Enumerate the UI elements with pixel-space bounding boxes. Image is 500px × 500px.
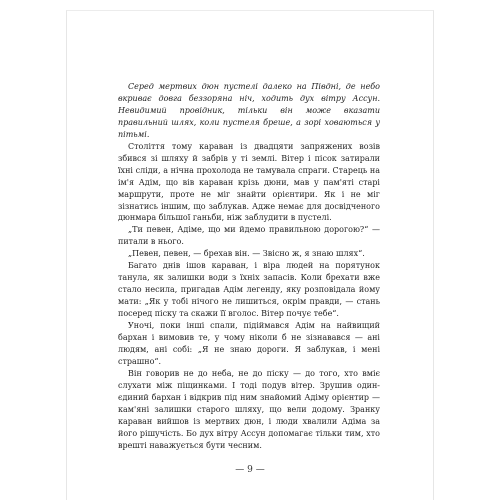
body-text [118,81,380,452]
paragraph-night: Уночі, поки інші спали, підіймався Адім на найвищий бархан і вимовив те, у чому ніколи б не зізнавався — ані людям, ані собі: „Я не знаю дороги. Я заблукав, і мені страшно“. [118,321,380,366]
paragraph-answer: „Певен, певен, — брехав він. — Звісно ж, я знаю шлях“. [128,249,365,259]
paragraph-wind: Він говорив не до неба, не до піску — до того, хто вміє слухати між піщинками. І тоді подув вітер. Зрушив один-єдиний бархан і відкрив під ним знайомий Адіму орієнтир — кам'яні залишки старого шляху, що вели додому. Зранку караван вийшов із мертвих дюн, і люди хвалили Адіма за його рішучість. Бо дух вітру Ассун допомагає тільки тим, хто врешті наважується бути чесним. [118,368,380,450]
page-number: — 9 — [235,465,265,475]
paragraph-legend: Багато днів ішов караван, і віра людей на порятунок танула, як залишки води з їхніх запасів. Коли брехати вже стало несила, пригадав Адім легенду, яку розповідала йому мати: „Як у тобі нічого не лишиться, окрім правди, — стань посеред піску та скажи її вголос. Вітер почує тебе“. [118,261,380,319]
paragraph-caravan: Століття тому караван із двадцяти запряжених возів збився зі шляху й забрів у ті землі. Вітер і пісок затирали їхні сліди, а нічна прохолода не тамувала спраги. Старець на ім'я Адім, що вів караван крізь дюни, мав у пам'яті старі маршрути, проте не міг знайти орієнтири. Як і не міг зізнатись іншим, що заблукав. Адже немає для досвідченого дюнмара більшої ганьби, ніж заблудити в пустелі. [118,141,380,223]
paragraph-question: „Ти певен, Адіме, що ми йдемо правильною дорогою?“ — питали в нього. [118,225,380,247]
paragraph-intro: Серед мертвих дюн пустелі далеко на Півдні, де небо вкриває довга беззоряна ніч, ходить дух вітру Ассун. Невидимий провідник, тільки він може вказати правильний шлях, коли пустеля бреше, а зорі ховаються у пітьмі. [118,82,380,139]
